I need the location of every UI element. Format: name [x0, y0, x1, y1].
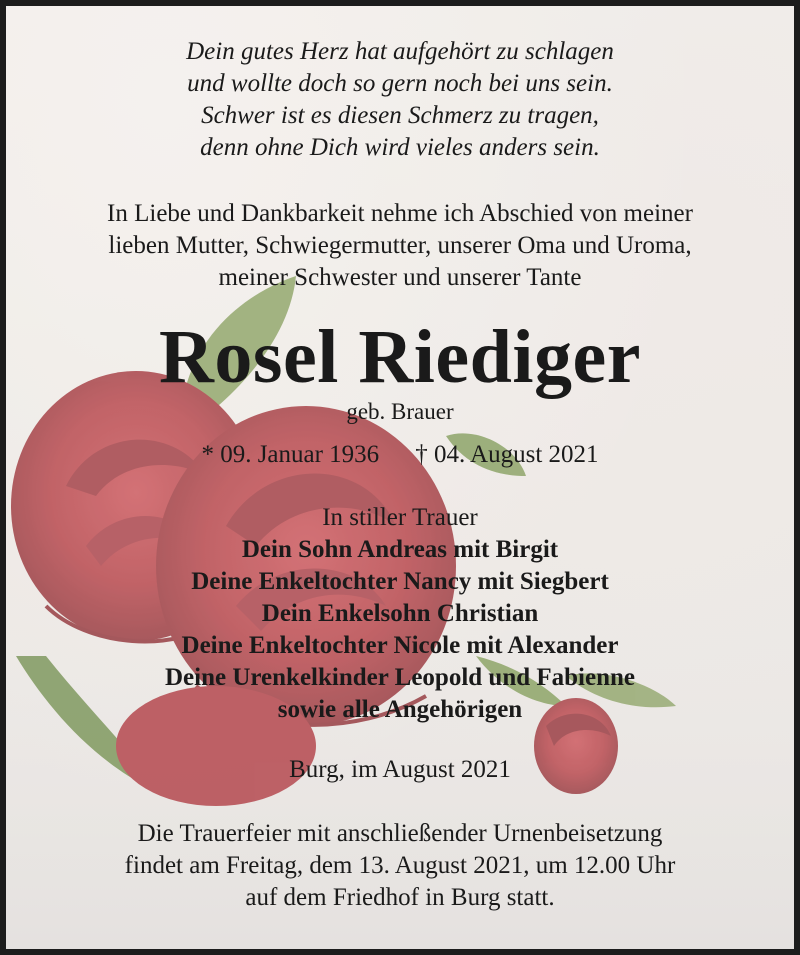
deceased-name: Rosel Riediger [159, 315, 641, 399]
life-dates [6, 439, 794, 471]
poem-line: und wollte doch so gern noch bei uns sein. [187, 70, 613, 97]
mourner-line: Deine Enkeltochter Nancy mit Siegbert [191, 568, 609, 595]
mourner-line: sowie alle Angehörigen [277, 696, 523, 723]
funeral-line: Die Trauerfeier mit anschließender Urnenbeisetzung [137, 820, 663, 847]
mourner-line: Dein Enkelsohn Christian [261, 600, 539, 627]
poem-line: Schwer ist es diesen Schmerz zu tragen, [201, 102, 599, 129]
mourner-line: Dein Sohn Andreas mit Birgit [241, 536, 559, 563]
place-and-date: Burg, im August 2021 [289, 756, 511, 783]
death-date: † 04. August 2021 [415, 441, 599, 468]
poem-line: Dein gutes Herz hat aufgehört zu schlagen [186, 38, 614, 65]
funeral-line: findet am Freitag, dem 13. August 2021, um 12.00 Uhr [124, 852, 676, 879]
funeral-info [6, 818, 794, 914]
mourner-line: Deine Enkeltochter Nicole mit Alexander [181, 632, 619, 659]
mourner-line: Deine Urenkelkinder Leopold und Fabienne [165, 664, 635, 691]
funeral-line: auf dem Friedhof in Burg statt. [245, 884, 555, 911]
birth-name: geb. Brauer [346, 399, 454, 424]
birth-date: * 09. Januar 1936 [201, 441, 380, 468]
poem-line: denn ohne Dich wird vieles anders sein. [200, 134, 600, 161]
intro-line: In Liebe und Dankbarkeit nehme ich Abschied von meiner [107, 200, 693, 227]
mourning-heading: In stiller Trauer [322, 504, 478, 531]
memorial-poem [6, 36, 794, 164]
notice-text [6, 6, 794, 949]
intro-line: lieben Mutter, Schwiegermutter, unserer Oma und Uroma, [108, 232, 692, 259]
intro-line: meiner Schwester und unserer Tante [218, 264, 582, 291]
mourners-list [6, 502, 794, 726]
farewell-intro [6, 198, 794, 294]
